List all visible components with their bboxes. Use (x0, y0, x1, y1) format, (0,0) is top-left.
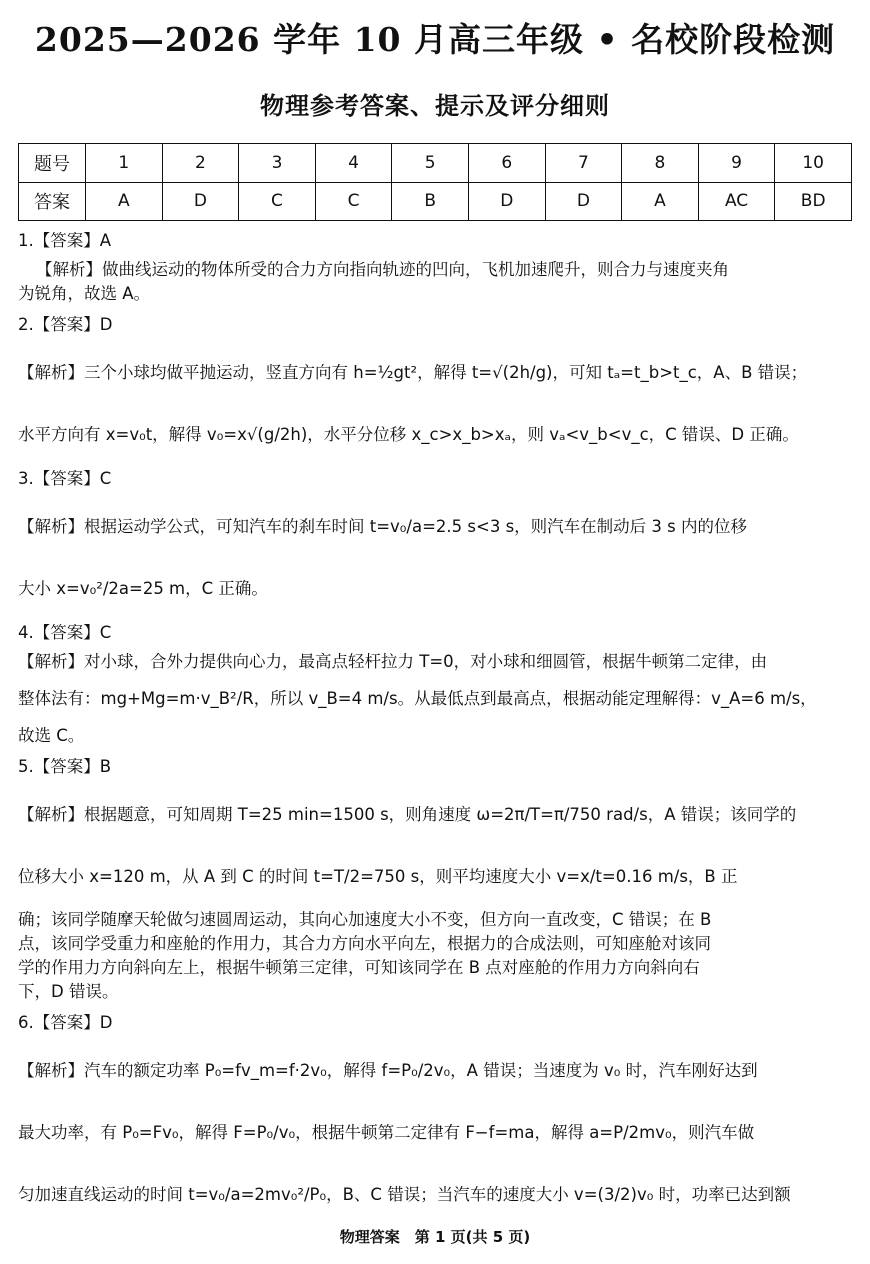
solutions-body (18, 228, 854, 1226)
answer-table (18, 143, 852, 221)
question-2 (18, 312, 854, 466)
table-cell: 10 (775, 144, 852, 183)
question-3 (18, 466, 854, 620)
explanation-line: 位移大小 x=120 m，从 A 到 C 的时间 t=T/2=750 s，则平均速度大小 v=x/t=0.16 m/s，B 正 (18, 867, 738, 886)
explanation-line: 整体法有：mg+Mg=m·v_B²/R，所以 v_B=4 m/s。从最低点到最高点，根据动能定理解得：v_A=6 m/s， (18, 689, 817, 708)
page-subtitle: 物理参考答案、提示及评分细则 (260, 92, 610, 120)
table-cell: D (162, 182, 239, 221)
explanation-line: 匀加速直线运动的时间 t=v₀/a=2mv₀²/P₀，B、C 错误；当汽车的速度大小 v=(3/2)v₀ 时，功率已达到额 (18, 1185, 791, 1204)
table-cell: 1 (86, 144, 163, 183)
table-cell: 3 (239, 144, 316, 183)
question-5 (18, 754, 854, 1004)
table-cell: C (315, 182, 392, 221)
answer-line: 6.【答案】D (18, 1013, 113, 1032)
table-cell: 9 (698, 144, 775, 183)
explanation-line: 【解析】汽车的额定功率 P₀=fv_m=f·2v₀，解得 f=P₀/2v₀，A 错误；当速度为 v₀ 时，汽车刚好达到 (18, 1061, 758, 1080)
table-cell: A (86, 182, 163, 221)
page-footer: 物理答案 第 1 页(共 5 页) (339, 1228, 531, 1246)
explanation-line: 【解析】对小球，合外力提供向心力，最高点轻杆拉力 T=0，对小球和细圆管，根据牛顿第二定律，由 (18, 652, 768, 671)
table-cell: AC (698, 182, 775, 221)
explanation-line: 确；该同学随摩天轮做匀速圆周运动，其向心加速度大小不变，但方向一直改变，C 错误；在 B (18, 910, 712, 929)
answer-line: 3.【答案】C (18, 469, 112, 488)
row-label-answer: 答案 (19, 182, 86, 221)
explanation-line: 最大功率，有 P₀=Fv₀，解得 F=P₀/v₀，根据牛顿第二定律有 F−f=ma，解得 a=P/2mv₀，则汽车做 (18, 1123, 755, 1142)
table-cell: 8 (622, 144, 699, 183)
table-cell: 6 (468, 144, 545, 183)
explanation-line: 下，D 错误。 (18, 982, 119, 1001)
table-cell: 7 (545, 144, 622, 183)
table-cell: A (622, 182, 699, 221)
page-title: 2025—2026 学年 10 月高三年级 • 名校阶段检测 (34, 20, 836, 59)
table-cell: C (239, 182, 316, 221)
answer-line: 5.【答案】B (18, 757, 112, 776)
table-cell: B (392, 182, 469, 221)
question-number-row (19, 144, 852, 183)
table-cell: 5 (392, 144, 469, 183)
answer-line: 1.【答案】A (18, 231, 112, 250)
explanation-line: 为锐角，故选 A。 (18, 284, 151, 303)
explanation-line: 【解析】根据运动学公式，可知汽车的刹车时间 t=v₀/a=2.5 s<3 s，则汽车在制动后 3 s 内的位移 (18, 517, 747, 536)
table-cell: D (545, 182, 622, 221)
answer-line: 2.【答案】D (18, 315, 113, 334)
explanation-line: 大小 x=v₀²/2a=25 m，C 正确。 (18, 579, 268, 598)
explanation-line: 故选 C。 (18, 726, 85, 745)
explanation-line: 点，该同学受重力和座舱的作用力，其合力方向水平向左，根据力的合成法则，可知座舱对该同 (18, 934, 711, 953)
table-cell: 2 (162, 144, 239, 183)
question-4 (18, 620, 854, 748)
table-cell: BD (775, 182, 852, 221)
question-1 (18, 228, 854, 306)
question-6 (18, 1010, 854, 1226)
table-cell: D (468, 182, 545, 221)
answer-line: 4.【答案】C (18, 623, 112, 642)
table-cell: 4 (315, 144, 392, 183)
row-label-number: 题号 (19, 144, 86, 183)
explanation-line: 【解析】三个小球均做平抛运动，竖直方向有 h=½gt²，解得 t=√(2h/g)，可知 tₐ=t_b>t_c，A、B 错误； (18, 363, 808, 382)
explanation-line: 【解析】根据题意，可知周期 T=25 min=1500 s，则角速度 ω=2π/T=π/750 rad/s，A 错误；该同学的 (18, 805, 797, 824)
answer-row (19, 182, 852, 221)
explanation-line: 水平方向有 x=v₀t，解得 v₀=x√(g/2h)，水平分位移 x_c>x_b>xₐ，则 vₐ<v_b<v_c，C 错误、D 正确。 (18, 425, 799, 444)
explanation-line: 学的作用力方向斜向左上，根据牛顿第三定律，可知该同学在 B 点对座舱的作用力方向斜向右 (18, 958, 700, 977)
explanation-line: 【解析】做曲线运动的物体所受的合力方向指向轨迹的凹向，飞机加速爬升，则合力与速度夹角 (36, 260, 729, 279)
